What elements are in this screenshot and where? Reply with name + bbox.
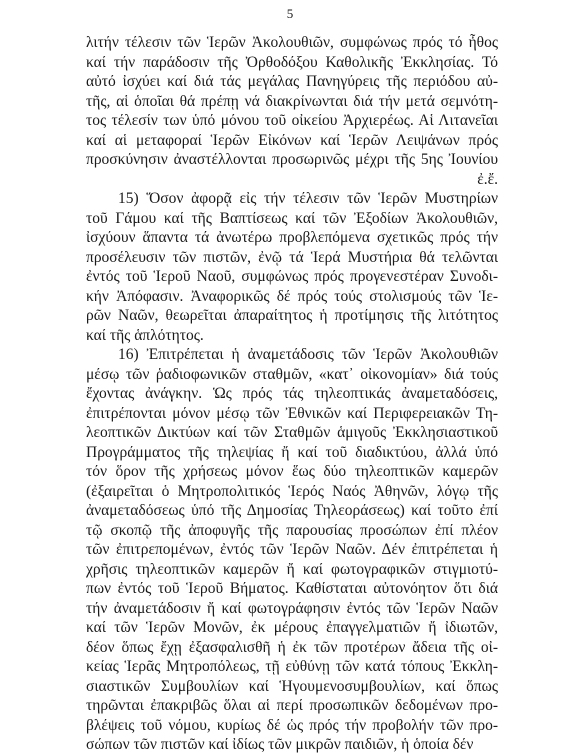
document-body [86, 33, 498, 755]
text-line: Προγράμματος τῆς τηλεψίας ἤ καί τοῦ διαδικτύου, ἀλλά ὑπό [86, 443, 498, 461]
text-line: προσκύνησιν ἀναστέλλονται προσωρινῶς μέχρι τῆς 5ης Ἰουνίου [86, 151, 498, 168]
text-line: κείας Ἱερᾶς Μητροπόλεως, τῇ εὐθύνῃ τῶν κατά τόπους Ἐκκλη- [86, 658, 498, 675]
text-line: βλέψεις τοῦ νόμου, κυρίως δέ ὡς πρός τήν προβολήν τῶν προ- [86, 716, 498, 734]
text-line: μέσῳ τῶν ῥαδιοφωνικῶν σταθμῶν, «κατ᾽ οἰκονομίαν» διά τούς [86, 365, 498, 383]
text-line: τῶν ἐπιτρεπομένων, ἐντός τῶν Ἱερῶν Ναῶν. Δέν ἐπιτρέπεται ἡ [86, 541, 498, 558]
text-line: ἐ.ἔ. [477, 170, 498, 188]
paragraph-16-start: 16) Ἐπιτρέπεται ἡ ἀναμετάδοσις τῶν Ἱερῶν Ἀκολουθιῶν [118, 346, 498, 363]
text-line: ἀναμεταδόσεως ὑπό τῆς Δημοσίας Τηλεοράσεως) καί τοῦτο ἐπί [86, 502, 498, 519]
text-line: αὐτό ἰσχύει καί διά τάς μεγάλας Πανηγύρεις τῆς περιόδου αὐ- [86, 73, 498, 90]
text-line: ἰσχύουν ἅπαντα τά ἀνωτέρω προβλεπόμενα σχετικῶς πρός τήν [86, 229, 498, 246]
text-line: ρῶν Ναῶν, θεωρεῖται ἀπαραίτητος ἡ προτίμησις τῆς λιτότητος [86, 307, 498, 324]
text-line: ἐπιτρέπονται μόνον μέσῳ τῶν Ἐθνικῶν καί Περιφερειακῶν Τη- [86, 404, 498, 422]
text-line: ἐντός τοῦ Ἱεροῦ Ναοῦ, συμφώνως πρός προγενεστέραν Συνοδι- [86, 268, 498, 285]
text-line: καί τῶν Ἱερῶν Μονῶν, ἐκ μέρους ἐπαγγελματιῶν ἤ ἰδιωτῶν, [86, 619, 498, 636]
text-line: τος τέλεσίν των ὑπό μόνου τοῦ οἰκείου Ἀρχιερέως. Αἱ Λιτανεῖαι [86, 112, 498, 129]
text-line: προσέλευσιν τῶν πιστῶν, ἐνῷ τά Ἱερά Μυστήρια θά τελῶνται [86, 248, 498, 266]
text-line: τήν ἀναμετάδοσιν ἤ καί φωτογράφησιν ἐντός τῶν Ἱερῶν Ναῶν [86, 599, 498, 617]
text-line: πων ἐντός τοῦ Ἱεροῦ Βήματος. Καθίσταται αὐτονόητον ὅτι διά [86, 580, 498, 597]
text-line: κήν Ἀπόφασιν. Ἀναφορικῶς δέ πρός τούς στολισμούς τῶν Ἱε- [86, 287, 498, 305]
paragraph-15-start: 15) Ὅσον ἀφορᾷ εἰς τήν τέλεσιν τῶν Ἱερῶν Μυστηρίων [118, 190, 498, 207]
text-line: σώπων τῶν πιστῶν καί ἰδίως τῶν μικρῶν παιδιῶν, ἡ ὁποία δέν [86, 736, 474, 753]
text-line: καί τήν παράδοσιν τῆς Ὀρθοδόξου Καθολικῆς Ἐκκλησίας. Τό [86, 53, 498, 71]
text-line: δέον ὅπως ἔχῃ ἐξασφαλισθῆ ἡ ἐκ τῶν προτέρων ἄδεια τῆς οἰ- [86, 638, 498, 656]
text-line: τοῦ Γάμου καί τῆς Βαπτίσεως καί τῶν Ἐξοδίων Ἀκολουθιῶν, [86, 209, 498, 227]
text-line: τῷ σκοπῷ τῆς ἀποφυγῆς τῆς παρουσίας προσώπων ἐπί πλέον [86, 521, 498, 539]
text-line: τόν ὅρον τῆς χρήσεως μόνον ἕως δύο τηλεοπτικῶν καμερῶν [86, 463, 498, 480]
text-line: (ἐξαιρεῖται ὁ Μητροπολιτικός Ἱερός Ναός Ἀθηνῶν, λόγῳ τῆς [86, 482, 498, 500]
text-line: λεοπτικῶν Δικτύων καί τῶν Σταθμῶν ἁμιγοῦς Ἐκκλησιαστικοῦ [86, 424, 498, 441]
text-line: τηρῶνται ἐπακριβῶς ὅλαι αἱ περί προσωπικῶν δεδομένων προ- [86, 697, 498, 714]
text-line: χρῆσις τηλεοπτικῶν καμερῶν ἤ καί φωτογραφικῶν στιγμιοτύ- [86, 560, 498, 578]
page-number: 5 [286, 6, 294, 21]
text-line: τῆς, αἱ ὁποῖαι θά πρέπῃ νά διακρίνωνται διά τήν μετά σεμνότη- [86, 92, 498, 110]
text-line: καί τῆς ἁπλότητος. [86, 326, 204, 344]
text-line: σιαστικῶν Συμβουλίων καί Ἡγουμενοσυμβουλίων, καί ὅπως [86, 677, 498, 695]
text-line: ἔχοντας ἀνάγκην. Ὡς πρός τάς τηλεοπτικάς ἀναμεταδόσεις, [86, 385, 498, 402]
text-line: καί αἱ μεταφοραί Ἱερῶν Εἰκόνων καί Ἱερῶν Λειψάνων πρός [86, 131, 498, 149]
text-line: λιτήν τέλεσιν τῶν Ἱερῶν Ἀκολουθιῶν, συμφώνως πρός τό ἦθος [86, 34, 498, 51]
